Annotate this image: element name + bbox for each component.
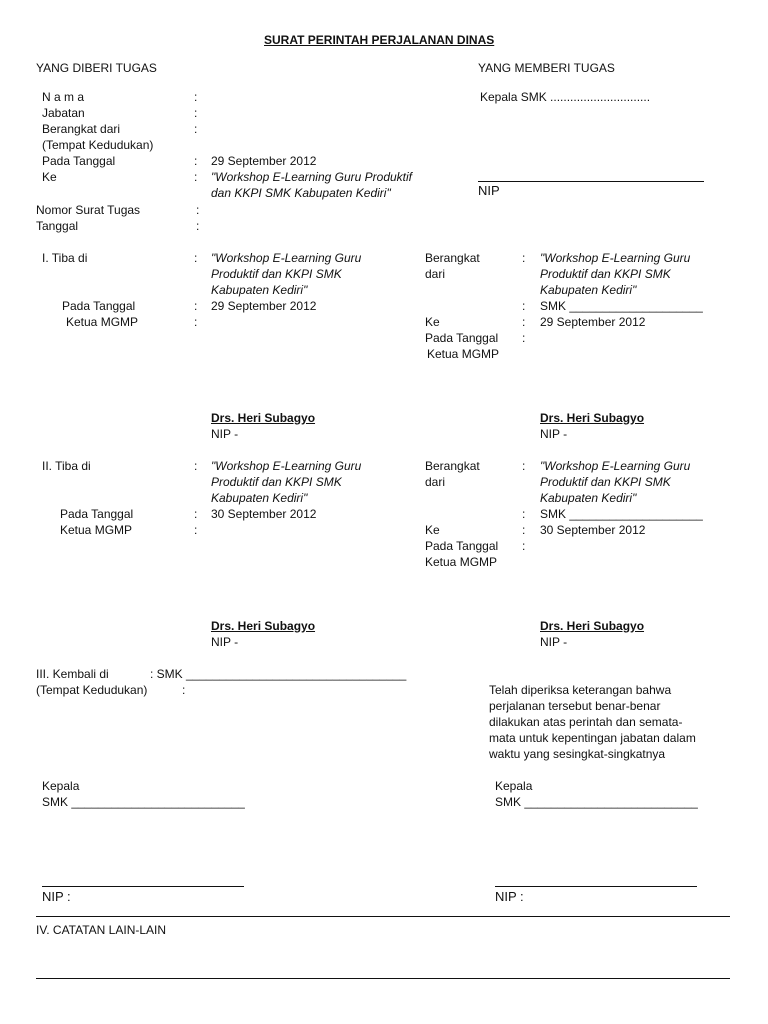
section3-note-line4: mata untuk kepentingan jabatan dalam [489,731,696,745]
colon: : [522,331,526,345]
colon: : [194,106,198,120]
section2-right-dest-line3: Kabupaten Kediri" [540,491,637,505]
nip-label: NIP [478,183,500,198]
section1-right-date: 29 September 2012 [540,315,646,329]
field-berangkat-label: Berangkat dari [42,122,121,136]
section3-note-line3: dilakukan atas perintah dan semata- [489,715,683,729]
colon: : [522,507,526,521]
section3-left-smk: SMK __________________________ [42,795,245,809]
kepala-smk-label: Kepala SMK .............................. [480,90,651,104]
section2-right-pada-tanggal-label: Pada Tanggal [425,539,499,553]
section2-right-dest-line1: "Workshop E-Learning Guru [540,459,691,473]
section3-left-nip: NIP : [42,889,71,904]
section1-ketua-label: Ketua MGMP [66,315,139,329]
section1-right-dest-line2: Produktif dan KKPI SMK [540,267,671,281]
colon: : [194,315,198,329]
section2-signer-name: Drs. Heri Subagyo [211,619,316,633]
section2-right-signer-nip: NIP - [540,635,568,649]
section2-pada-tanggal-label: Pada Tanggal [60,507,134,521]
section2-right-signer-name: Drs. Heri Subagyo [540,619,645,633]
section2-dest-line2: Produktif dan KKPI SMK [211,475,342,489]
section1-dest-line2: Produktif dan KKPI SMK [211,267,342,281]
section3-note-line5: waktu yang sesingkat-singkatnya [489,747,666,761]
section1-right-dest-line1: "Workshop E-Learning Guru [540,251,691,265]
colon: : [182,683,186,697]
section1-signer-name: Drs. Heri Subagyo [211,411,316,425]
colon: : [522,459,526,473]
section2-dari-label: dari [425,475,446,489]
section1-date: 29 September 2012 [211,299,317,313]
section1-signer-nip: NIP - [211,427,239,441]
right-signature-line [495,886,697,887]
section2-date: 30 September 2012 [211,507,317,521]
section3-left-kepala: Kepala [42,779,80,793]
notes-line [36,978,730,979]
section2-smk: SMK ____________________ [540,507,703,521]
colon: : [196,219,200,233]
field-pada-tanggal-value: 29 September 2012 [211,154,317,168]
section3-right-kepala: Kepala [495,779,533,793]
colon: : [194,523,198,537]
section2-tiba-label: II. Tiba di [42,459,91,473]
colon: : [522,523,526,537]
section1-dari-label: dari [425,267,446,281]
colon: : [196,203,200,217]
section-divider [36,916,730,917]
field-nama-label: N a m a [42,90,85,104]
colon: : [522,315,526,329]
section3-smk: : SMK _________________________________ [150,667,407,681]
colon: : [194,90,198,104]
colon: : [194,251,198,265]
left-header: YANG DIBERI TUGAS [36,61,157,75]
section2-berangkat-label: Berangkat [425,459,480,473]
field-pada-tanggal-label: Pada Tanggal [42,154,116,168]
section1-right-signer-name: Drs. Heri Subagyo [540,411,645,425]
field-jabatan-label: Jabatan [42,106,85,120]
section1-dest-line3: Kabupaten Kediri" [211,283,308,297]
section1-right-dest-line3: Kabupaten Kediri" [540,283,637,297]
section2-ketua-label: Ketua MGMP [60,523,133,537]
section1-tiba-label: I. Tiba di [42,251,88,265]
section2-right-ketua-label: Ketua MGMP [425,555,498,569]
colon: : [194,507,198,521]
right-header: YANG MEMBERI TUGAS [478,61,615,75]
document-title: SURAT PERINTAH PERJALANAN DINAS [264,33,495,47]
field-ke-value-line1: "Workshop E-Learning Guru Produktif [211,170,413,184]
section1-ke-label: Ke [425,315,440,329]
field-tempat-kedudukan-label: (Tempat Kedudukan) [42,138,154,152]
section3-right-nip: NIP : [495,889,524,904]
signature-line [478,181,704,182]
section2-signer-nip: NIP - [211,635,239,649]
section1-right-signer-nip: NIP - [540,427,568,441]
section3-kembali-label: III. Kembali di [36,667,109,681]
section3-note-line2: perjalanan tersebut benar-benar [489,699,661,713]
colon: : [194,122,198,136]
nomor-surat-label: Nomor Surat Tugas [36,203,141,217]
section3-tempat-label: (Tempat Kedudukan) [36,683,148,697]
section2-right-date: 30 September 2012 [540,523,646,537]
field-ke-value-line2: dan KKPI SMK Kabupaten Kediri" [211,186,391,200]
colon: : [522,299,526,313]
colon: : [522,251,526,265]
colon: : [194,299,198,313]
section3-note-line1: Telah diperiksa keterangan bahwa [489,683,672,697]
section1-right-pada-tanggal-label: Pada Tanggal [425,331,499,345]
section1-dest-line1: "Workshop E-Learning Guru [211,251,362,265]
section1-pada-tanggal-label: Pada Tanggal [62,299,136,313]
tanggal-label: Tanggal [36,219,79,233]
colon: : [194,170,198,184]
field-ke-label: Ke [42,170,57,184]
left-signature-line [42,886,244,887]
section3-right-smk: SMK __________________________ [495,795,698,809]
section4-label: IV. CATATAN LAIN-LAIN [36,923,167,937]
section1-berangkat-label: Berangkat [425,251,480,265]
section2-right-dest-line2: Produktif dan KKPI SMK [540,475,671,489]
colon: : [522,539,526,553]
section2-dest-line3: Kabupaten Kediri" [211,491,308,505]
section2-dest-line1: "Workshop E-Learning Guru [211,459,362,473]
colon: : [194,459,198,473]
section2-ke-label: Ke [425,523,440,537]
section1-smk: SMK ____________________ [540,299,703,313]
section1-right-ketua-label: Ketua MGMP [427,347,500,361]
colon: : [194,154,198,168]
